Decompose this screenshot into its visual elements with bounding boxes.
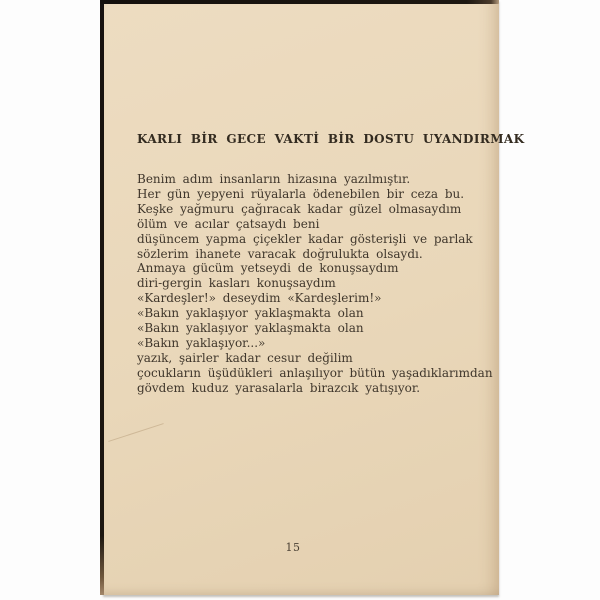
poem-line: Her gün yepyeni rüyalarla ödenebilen bir ceza bu. <box>137 186 465 201</box>
poem-line: «Bakın yaklaşıyor yaklaşmakta olan <box>137 321 364 336</box>
poem-line: «Bakın yaklaşıyor...» <box>137 335 266 350</box>
poem-line: «Bakın yaklaşıyor yaklaşmakta olan <box>137 306 364 321</box>
poem-line: yazık, şairler kadar cesur değilim <box>137 350 353 365</box>
poem-line: «Kardeşler!» deseydim «Kardeşlerim!» <box>137 291 382 306</box>
poem-body <box>137 172 497 396</box>
poem-line: Keşke yağmuru çağıracak kadar güzel olmasaydım <box>137 201 462 216</box>
poem-line: diri-gergin kasları konuşsaydım <box>137 276 336 291</box>
poem-line: gövdem kuduz yarasalarla birazcık yatışıyor. <box>137 380 421 395</box>
page-top-edge-shadow <box>100 0 499 4</box>
poem-title: KARLI BİR GECE VAKTİ BİR DOSTU UYANDIRMAK <box>137 132 525 146</box>
page-crease <box>108 423 163 442</box>
poem-line: Benim adım insanların hizasına yazılmıştır. <box>137 172 411 186</box>
book-page <box>103 0 525 595</box>
page-left-edge-shadow <box>100 0 104 595</box>
poem-line: düşüncem yapma çiçekler kadar gösterişli ve parlak <box>137 231 473 246</box>
poem-line: ölüm ve acılar çatsaydı beni <box>137 216 320 231</box>
page-number: 15 <box>285 541 301 554</box>
poem-line: Anmaya gücüm yetseydi de konuşsaydım <box>137 261 399 276</box>
poem-line: sözlerim ihanete varacak doğrulukta olsaydı. <box>137 246 423 261</box>
poem-line: çocukların üşüdükleri anlaşılıyor bütün yaşadıklarımdan <box>137 365 493 380</box>
